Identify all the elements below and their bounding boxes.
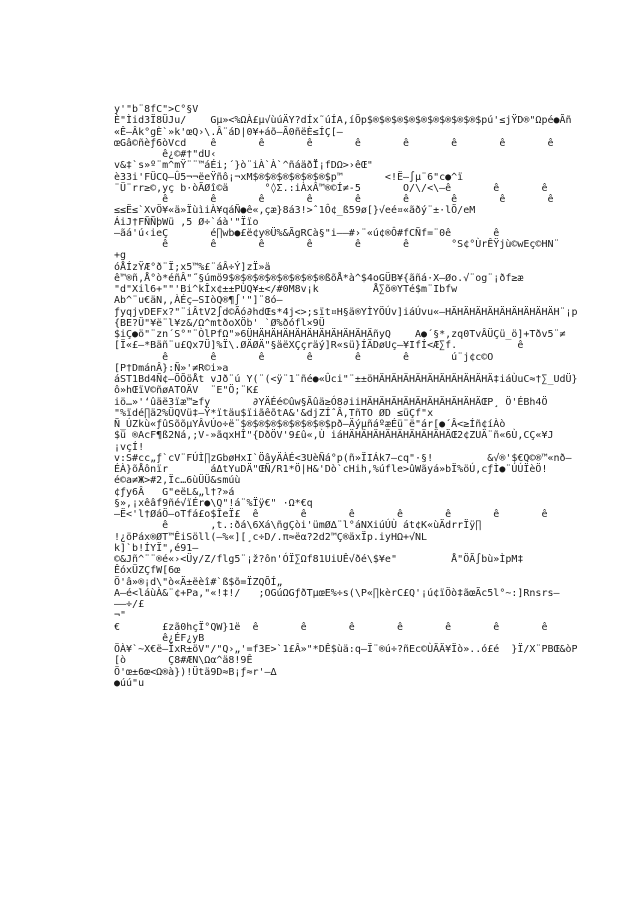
text-line: [ò Ç8#ÆN\Ωα^ä8!9Ê: [114, 655, 253, 667]
text-line: ÉÀ}õÅônïr áΔtYuDÄ"ŒÑ/R1*Ö|H&'Dò`cHih,%úfle>ûWãyá»bÏ%öÚ,cƒÌ●¨ÚÚÏèÖ!: [114, 464, 548, 475]
text-line: §»,¡xêâf9ñé√ïÉr●\Q"!á¨%Ïÿ€" ·Ω*€q: [114, 497, 313, 509]
text-line: ê¿©#†"dU‹: [114, 149, 217, 160]
text-line: ÖÀ¥`~X€ë–ÎxR±öV"/"Q›„'=f3E>`1£Â»"*DÊ$ùä:q–Ï¨®ú÷?ñEc©ÙÃÄ¥Ïò»..ó£é }Ï/X¨PBŒ&òP: [114, 644, 578, 655]
text-line: € £zã0hçÏ°QW}1ë ê ê ê ê ê ê ê: [114, 621, 548, 633]
text-line: [Ï«£–*Bäñ¨u£Qx7Ü]%Ï\.ØÄØÄ"§äëXÇçräý]R«sü}ÍÄDøUç–¥IfÍ<Æ∑f. ê: [114, 340, 524, 352]
text-line: è33i'FÜCQ–Û5¬¬ëeŸñô¡¬xM$®$®$®$®$®$®$p™ <!Ë–∫µ¨6"c●^ï: [114, 171, 464, 183]
text-line: ¢ƒy6Â G"eëL&„l†?»á: [114, 486, 235, 498]
text-line: óÅÍzŸÆ°ð¨Ï;x5™%£¨áÂ÷Ý]zÏ»ä: [114, 261, 271, 273]
text-line: A–é<láùÀ&¨¢+Pa,"«!‡!/ ;OGúΩGƒðTµœE%÷s(\P«∏kèrC£Q'¡ú¢ïÖò‡ãœÃc5l°~:]Rnsrs–: [114, 587, 560, 599]
text-line: ©&Jñ^¨¨®é«›<Üy/Z/flg5¨¡ž?ôn'ÓÏ∑Ωf81UiUÊ√ðé\$¥e" Å"ÖÃ∫bù»ÌpM‡: [114, 554, 524, 565]
text-line: áST1Bd4Ñ¢–ÕÕöÅt vJð¨ú Y(¨(<ÿ¨1¨ñé●«Ûci"¨±±öHÄHÄHÄHÄHÄHÄHÄHÄHÄHÄ‡iáÙuC≈†∑_UdÜ}: [114, 374, 578, 385]
text-line: ô»hŒïV©ñøATOÄV ¨E"Ö;¨K£: [114, 385, 259, 397]
text-line: œGâ©ñèƒ6òVcd ê ê ê ê ê ê ê ê: [114, 137, 554, 149]
text-line: Ñ_ÚZkù«ƒûSõõµYÂvÚo÷ë¨$®$®$®$®$®$®$®$pð–ÄýµñáºæÉü¨ë"ár[●´Â<≥Íñ¢íÀò: [114, 419, 506, 430]
text-line: ê ê ê ê ê ê °S¢°ÙrÊŸjù©wEç©HN¨: [114, 239, 560, 250]
text-line: —–÷/£: [114, 599, 145, 610]
text-line: {BE?Ü"¥ë¨l¥z&/Ω^mtðoXÖb' `Ø%ðófl×9Ü: [114, 317, 325, 329]
text-line: v:S#cc„ƒ`cV¨FÚÌ∏zGbøHxI`ÖâyÄÀÉ<3UèÑá°p(ñ»ÏIÁk7–cq"·§! &√®'$€Q©®™«nð–: [114, 452, 572, 464]
text-line: y'"b¨8fC">C°§V: [114, 104, 199, 115]
text-line: "%ïdé∏ä2%ÜQVü‡–Ÿ*ïtäu$ïiãêõtA&'&djZÍˆÂ,TñTO ØD ≤üÇf"x: [114, 407, 434, 419]
text-line: !¿öPáx®ØT™ÊiSöll(–%«][¸c÷D/.π≈ëα?2d2™Ç®äxÏp.iyHΩ+√NL: [114, 531, 428, 543]
text-line: ≤≤Ë≤`XvÖ¥«ä»ÏùìiÀ¥qáÑ●ê«,çæ}8á3!>ˆ1Ô¢_ß59ø[}√eé¤«ãðý¨±·lÕ/eM: [114, 205, 476, 217]
text-line: «Ê–Âk°gÈ`»k'œQ›\.Â¨áD|0¥+áõ–Ã0ñëÈ≤ÍÇ[–: [114, 126, 343, 138]
text-line: é©a≠Ж>#2,Ïc…6ùÜÜ&smúù: [114, 475, 241, 487]
text-line: ¡vçÍ!: [114, 441, 145, 453]
text-line: k]`b!ÍYÏ",é91–: [114, 542, 199, 554]
text-line: "d"Xil6+""'Bi^kÎx¢±±PÙQ¥±</#0M8v¡k Å∑õ®YTé$m¨Ibfw: [114, 284, 458, 295]
text-line: È"Ìid3Ï8ÜJu/ Gµ»<%ΩÀ£µ√ùúÄY?dÍx˜úÍA,íÕp$®$®$®$®$®$®$®$®$®$pú'≤jŸD®"Ωpé●Ãñ: [114, 115, 572, 127]
text-line: ê ,t.:ðá\6Xá\ñgÇòi'ümØ∆¨l°áNXiúÚÙ át¢K«ùÄdrrÏÿ∏: [114, 520, 482, 532]
text-line: ê™®ñ,Å°ò*éñÂ"˝§úmö9$®$®$®$®$®$®$®$®ßõÅ*à^$4oGÜB¥{ãñá·X–Øo.√¨og¨¡ðf≥æ: [114, 272, 524, 284]
text-line: +g: [114, 250, 127, 262]
text-line: –ãá'ú‹ieÇ é∏wb●£ë¢y®Ü%&ÃgRCà§"i––#›¨«ú¢®Ô#fCÑf=¨0ê ê: [114, 227, 500, 239]
text-line: ÁiJ†FÑÑþWü ,5 Ø÷`áà'"Ïïo: [114, 216, 259, 228]
text-line: Ö'â»®¡d\"ò«Ä±ëèî#`ß$õ=ÏZQÕÍ„: [114, 576, 283, 588]
text-line: $iÇ●ö"¨zn´S°"¨ÒlPfΩ"»6ÜHÄHÄHÄHÄHÄHÄHÄHÄHÄHÄñyQ A●´§*,zq0TvÂÜÇü_ö]+Tðv5¨≠: [114, 329, 566, 340]
text-line: ê ê ê ê ê ê ê ê ê: [114, 194, 554, 205]
text-line: ƒyqjvDEFx?"¨iÂtV2∫d©Ãó∂hdŒs*4j<>;sït¤H§ä®YÌYÖÚv]iáÚvu«–HÄHÄHÄHÄHÄHÄHÄHÄHÄH¨¡p: [114, 306, 578, 318]
text-line: [P†DmánÂ}:Ñ»'≠R©i»a: [114, 362, 229, 374]
text-line: ●úú"u: [114, 677, 145, 689]
text-line: ¨Ü¨rr≥©,yç b·òÃØî©ä °◊Σ.:iÀxÂ™®©Í≠-5 O/\/<\–ê ê ê: [114, 182, 548, 194]
text-line: $ü ®AcF¶ß2Ná,;V-»ãqxHÎ"{DðÖV'9£û«,Ù iáHÄHÄHÄHÄHÄHÄHÄHÄHÄŒ2¢ZUÄ¨ñ«6Ù,CÇ«¥J: [114, 430, 554, 442]
text-line: Ab^¨u€äN,,ÀÉç–SIòQ®¶∫'"]¨8ó–: [114, 295, 283, 307]
text-line: v&‡`s»º¨m^mŸ¨¨™áÉi;´}ò¨iÀ`À`^ñáäð̄Ï¡fDΩ>›êŒ": [114, 160, 373, 172]
text-line: ÊóxÜZÇfW[6œ: [114, 565, 181, 577]
text-line: ¬": [114, 610, 127, 622]
text-line: ê¿ÉF¿yB: [114, 632, 205, 644]
text-line: Ö'œ±6œ<Ω®à})!Ütä9D≈B¡ƒ≈r'–∆: [114, 666, 277, 678]
text-line: ê ê ê ê ê ê ú¨j¢c©O: [114, 351, 494, 363]
text-line: iö…»'‘ûäë3ïæ™≥fy ∂YÄÉé©ûw§Ãûä≥Ó8∂iiHÄHÄHÄHÄHÄHÄHÄHÄHÄHÄŒP¸ Ö'ÉBh4Ö: [114, 396, 548, 408]
text-line: –Ë<'l†ØáÖ–oTfá£o$ÎeÏ£ ê ê ê ê ê ê ê: [114, 509, 548, 520]
